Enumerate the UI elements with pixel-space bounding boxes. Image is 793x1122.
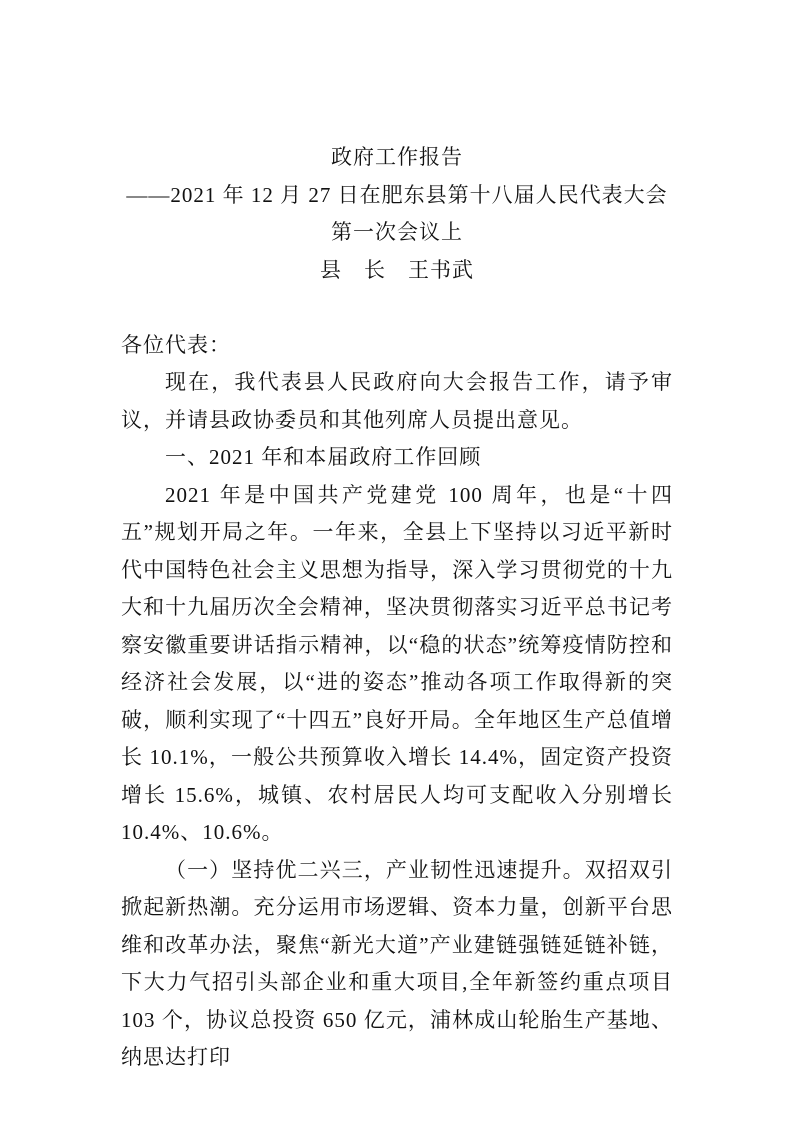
paragraph-intro: 现在，我代表县人民政府向大会报告工作，请予审议，并请县政协委员和其他列席人员提出意见。: [121, 370, 673, 432]
author-line: 县 长 王书武: [320, 257, 474, 282]
paragraph-industry-clipped: （一）坚持优二兴三，产业韧性迅速提升。双招双引掀起新热潮。充分运用市场逻辑、资本力量，创新平台思维和改革办法，聚焦“新光大道”产业建链强链延链补链，下大力气招引头部企业和重大项目,全年新签约重点项目 103 个，协议总投资 650 亿元，浦林成山轮胎生产基地、纳思达打印: [121, 857, 673, 1069]
section-heading-review: 一、2021 年和本届政府工作回顾: [165, 445, 482, 469]
document-subtitle: ——2021 年 12 月 27 日在肥东县第十八届人民代表大会第一次会议上: [126, 182, 668, 244]
document-title: 政府工作报告: [331, 145, 463, 169]
blank-line: [121, 289, 673, 327]
salutation: 各位代表：: [121, 332, 231, 357]
paragraph-2021-review: 2021 年是中国共产党建党 100 周年，也是“十四五”规划开局之年。一年来，全县上下坚持以习近平新时代中国特色社会主义思想为指导，深入学习贯彻党的十九大和十九届历次全会精神，坚决贯彻落实习近平总书记考察安徽重要讲话指示精神，以“稳的状态”统筹疫情防控和经济社会发展，以“进的姿态”推动各项工作取得新的突破，顺利实现了“十四五”良好开局。全年地区生产总值增长 10.1%，一般公共预算收入增长 14.4%，固定资产投资增长 15.6%，城镇、农村居民人均可支配收入分别增长 10.4%、10.6%。: [121, 482, 673, 844]
